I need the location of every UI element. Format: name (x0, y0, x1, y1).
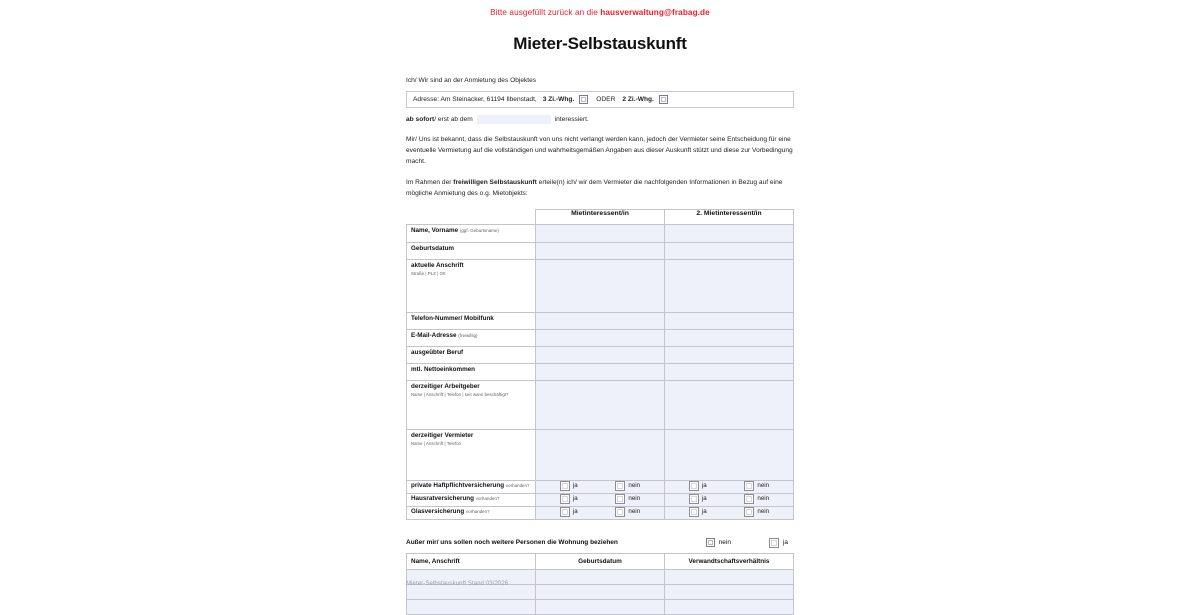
voluntary-paragraph (406, 178, 794, 199)
ab-sofort-rest: / erst ab dem (434, 116, 473, 124)
insurance-yes-checkbox[interactable] (560, 481, 570, 491)
return-email: hausverwaltung@frabag.de (600, 8, 710, 17)
input-cell-applicant-1[interactable] (536, 312, 665, 329)
table-row (407, 380, 794, 429)
insurance-yes-label: ja (572, 495, 578, 503)
insurance-sublabel: vorhanden? (475, 495, 500, 501)
insurance-no-option[interactable] (615, 494, 640, 504)
insurance-yes-label: ja (701, 508, 707, 516)
insurance-label-text: Hausratversicherung (411, 494, 474, 502)
row-label (407, 224, 536, 242)
insurance-no-checkbox[interactable] (744, 507, 754, 517)
address-field[interactable] (406, 91, 794, 108)
additional-table-body (407, 569, 794, 614)
insurance-no-checkbox[interactable] (615, 507, 625, 517)
additional-input-cell[interactable] (536, 584, 665, 599)
row-label-text: ausgeübter Beruf (411, 348, 464, 356)
insurance-label (407, 493, 536, 506)
table-row (407, 329, 794, 346)
applicant-table (406, 209, 794, 520)
insurance-no-option[interactable] (744, 481, 769, 491)
insurance-yes-checkbox[interactable] (689, 494, 699, 504)
insurance-no-label: nein (628, 495, 641, 503)
voluntary-text-bold: freiwilligen Selbstauskunft (453, 179, 537, 187)
input-cell-applicant-1[interactable] (536, 429, 665, 480)
insurance-yes-option[interactable] (689, 494, 707, 504)
insurance-options-applicant-2 (665, 493, 794, 506)
insurance-no-checkbox[interactable] (615, 494, 625, 504)
row-label-text: Telefon-Nummer/ Mobilfunk (411, 314, 494, 322)
table-row (407, 312, 794, 329)
row-label-text: Name, Vorname (411, 226, 459, 234)
row-sublabel: (freiwillig) (458, 332, 478, 338)
table-header-row (407, 209, 794, 224)
column-header-applicant-1: Mietinteressent/in (536, 209, 665, 224)
insurance-label (407, 506, 536, 519)
input-cell-applicant-1[interactable] (536, 259, 665, 312)
additional-no-option[interactable] (706, 538, 731, 547)
input-cell-applicant-2[interactable] (665, 346, 794, 363)
table-row (407, 346, 794, 363)
additional-yes-checkbox[interactable] (769, 538, 779, 548)
column-header-applicant-2: 2. Mietinteressent/in (665, 209, 794, 224)
document-footer: Mieter-Selbstauskunft Stand 03/2026 (406, 581, 509, 587)
insurance-yes-label: ja (701, 482, 707, 490)
availability-line (406, 115, 800, 124)
input-cell-applicant-2[interactable] (665, 429, 794, 480)
row-label (407, 312, 536, 329)
additional-no-label: nein (718, 539, 731, 547)
insurance-options-applicant-1 (536, 480, 665, 493)
insurance-no-option[interactable] (744, 494, 769, 504)
additional-yes-option[interactable] (769, 538, 788, 548)
row-label (407, 429, 536, 480)
table-row (407, 429, 794, 480)
disclaimer-paragraph: Mir/ Uns ist bekannt, dass die Selbstauskunft von uns nicht verlangt werden kann, jedoch der Vermieter seine Entscheidung für eine eventuelle Vermietung auf die vollständigen und wahrheitsgemäßen Angaben aus dieser Auskunft stützt und diese zur Vorbedingung macht. (406, 136, 793, 165)
insurance-no-checkbox[interactable] (744, 494, 754, 504)
additional-persons-label: Außer mir/ uns sollen noch weitere Personen die Wohnung beziehen (406, 539, 618, 547)
voluntary-text-a: Im Rahmen der (406, 179, 454, 187)
additional-input-cell[interactable] (665, 584, 794, 599)
insurance-yes-label: ja (701, 495, 707, 503)
insurance-options-applicant-1 (536, 493, 665, 506)
table-corner-cell (407, 209, 536, 224)
ab-sofort-tail: interessiert. (554, 116, 589, 124)
return-notice (400, 0, 800, 18)
option-a-checkbox[interactable] (579, 95, 588, 104)
insurance-yes-option[interactable] (560, 481, 578, 491)
insurance-row (407, 480, 794, 493)
input-cell-applicant-2[interactable] (665, 242, 794, 259)
additional-column-header: Verwandtschaftsverhältnis (665, 553, 794, 569)
input-cell-applicant-2[interactable] (665, 224, 794, 242)
option-a-label: 3 Zi.-Whg. (542, 96, 575, 104)
row-sublabel: Straße | PLZ | Ort (411, 270, 446, 276)
insurance-yes-option[interactable] (689, 481, 707, 491)
insurance-label (407, 480, 536, 493)
input-cell-applicant-1[interactable] (536, 224, 665, 242)
row-label-text: aktuelle Anschrift (411, 261, 464, 269)
insurance-yes-label: ja (572, 482, 578, 490)
insurance-no-label: nein (628, 482, 641, 490)
option-b-label: 2 Zi.-Whg. (622, 96, 654, 104)
additional-input-cell[interactable] (665, 569, 794, 584)
additional-input-cell[interactable] (536, 569, 665, 584)
row-label (407, 329, 536, 346)
row-label (407, 380, 536, 429)
insurance-label-text: private Haftpflichtversicherung (411, 481, 505, 489)
start-date-input[interactable] (477, 115, 551, 124)
insurance-no-checkbox[interactable] (615, 481, 625, 491)
ab-sofort-label: ab sofort (406, 116, 435, 124)
input-cell-applicant-1[interactable] (536, 329, 665, 346)
insurance-no-option[interactable] (744, 507, 769, 517)
input-cell-applicant-2[interactable] (665, 380, 794, 429)
additional-input-cell[interactable] (665, 599, 794, 614)
table-row (407, 242, 794, 259)
insurance-no-label: nein (628, 508, 641, 516)
intro-line: Ich/ Wir sind an der Anmietung des Objektes (406, 76, 537, 84)
insurance-no-checkbox[interactable] (744, 481, 754, 491)
form-sheet (400, 0, 800, 600)
row-label-text: E-Mail-Adresse (411, 331, 457, 339)
additional-column-header: Geburtsdatum (536, 553, 665, 569)
input-cell-applicant-2[interactable] (665, 259, 794, 312)
input-cell-applicant-1[interactable] (536, 363, 665, 380)
row-label (407, 259, 536, 312)
input-cell-applicant-2[interactable] (665, 363, 794, 380)
insurance-yes-checkbox[interactable] (689, 481, 699, 491)
option-or-label: ODER (596, 96, 616, 104)
insurance-sublabel: vorhanden? (505, 482, 530, 488)
row-sublabel: Name | Anschrift | Telefon (411, 440, 462, 446)
row-label (407, 346, 536, 363)
additional-table-row (407, 599, 794, 614)
row-label (407, 242, 536, 259)
additional-no-checkbox[interactable] (706, 538, 715, 547)
row-sublabel: (ggf. Geburtsname) (459, 227, 499, 233)
insurance-no-option[interactable] (615, 507, 640, 517)
insurance-yes-checkbox[interactable] (560, 494, 570, 504)
insurance-options-applicant-1 (536, 506, 665, 519)
insurance-yes-option[interactable] (560, 494, 578, 504)
row-label-text: mtl. Nettoeinkommen (411, 365, 476, 373)
additional-column-header: Name, Anschrift (407, 553, 536, 569)
additional-input-cell[interactable] (536, 599, 665, 614)
table-row (407, 259, 794, 312)
additional-persons-question (406, 538, 794, 548)
additional-yes-label: ja (782, 539, 788, 547)
input-cell-applicant-1[interactable] (536, 346, 665, 363)
additional-persons-options (706, 538, 794, 548)
row-label-text: derzeitiger Arbeitgeber (411, 382, 480, 390)
input-cell-applicant-2[interactable] (665, 312, 794, 329)
insurance-yes-label: ja (572, 508, 578, 516)
insurance-yes-checkbox[interactable] (689, 507, 699, 517)
insurance-row (407, 493, 794, 506)
applicant-table-body (407, 224, 794, 519)
insurance-label-text: Glasversicherung (411, 507, 465, 515)
insurance-no-option[interactable] (615, 481, 640, 491)
additional-input-cell[interactable] (407, 599, 536, 614)
row-sublabel: Name | Anschrift | Telefon | seit wann beschäftigt? (411, 391, 509, 397)
table-row (407, 363, 794, 380)
input-cell-applicant-1[interactable] (536, 242, 665, 259)
input-cell-applicant-2[interactable] (665, 329, 794, 346)
insurance-sublabel: vorhanden? (465, 508, 490, 514)
insurance-no-label: nein (757, 482, 770, 490)
page-title: Mieter-Selbstauskunft (513, 33, 687, 53)
table-row (407, 224, 794, 242)
additional-table-header-row (407, 553, 794, 569)
return-notice-prefix: Bitte ausgefüllt zurück an die (490, 8, 601, 17)
insurance-options-applicant-2 (665, 480, 794, 493)
insurance-no-label: nein (757, 508, 770, 516)
insurance-yes-option[interactable] (689, 507, 707, 517)
row-label-text: derzeitiger Vermieter (411, 431, 474, 439)
insurance-yes-checkbox[interactable] (560, 507, 570, 517)
insurance-yes-option[interactable] (560, 507, 578, 517)
row-label (407, 363, 536, 380)
address-text: Adresse: Am Steinacker, 61194 Ilbenstadt, (413, 96, 537, 104)
input-cell-applicant-1[interactable] (536, 380, 665, 429)
insurance-row (407, 506, 794, 519)
row-label-text: Geburtsdatum (411, 244, 455, 252)
voluntary-text-c: erteile(n) ich/ wir dem Vermieter die nachfolgenden Informationen in Bezug auf eine mögliche Anmietung des o.g. Mietobjekts: (406, 179, 783, 198)
option-b-checkbox[interactable] (659, 95, 668, 104)
insurance-no-label: nein (757, 495, 770, 503)
insurance-options-applicant-2 (665, 506, 794, 519)
